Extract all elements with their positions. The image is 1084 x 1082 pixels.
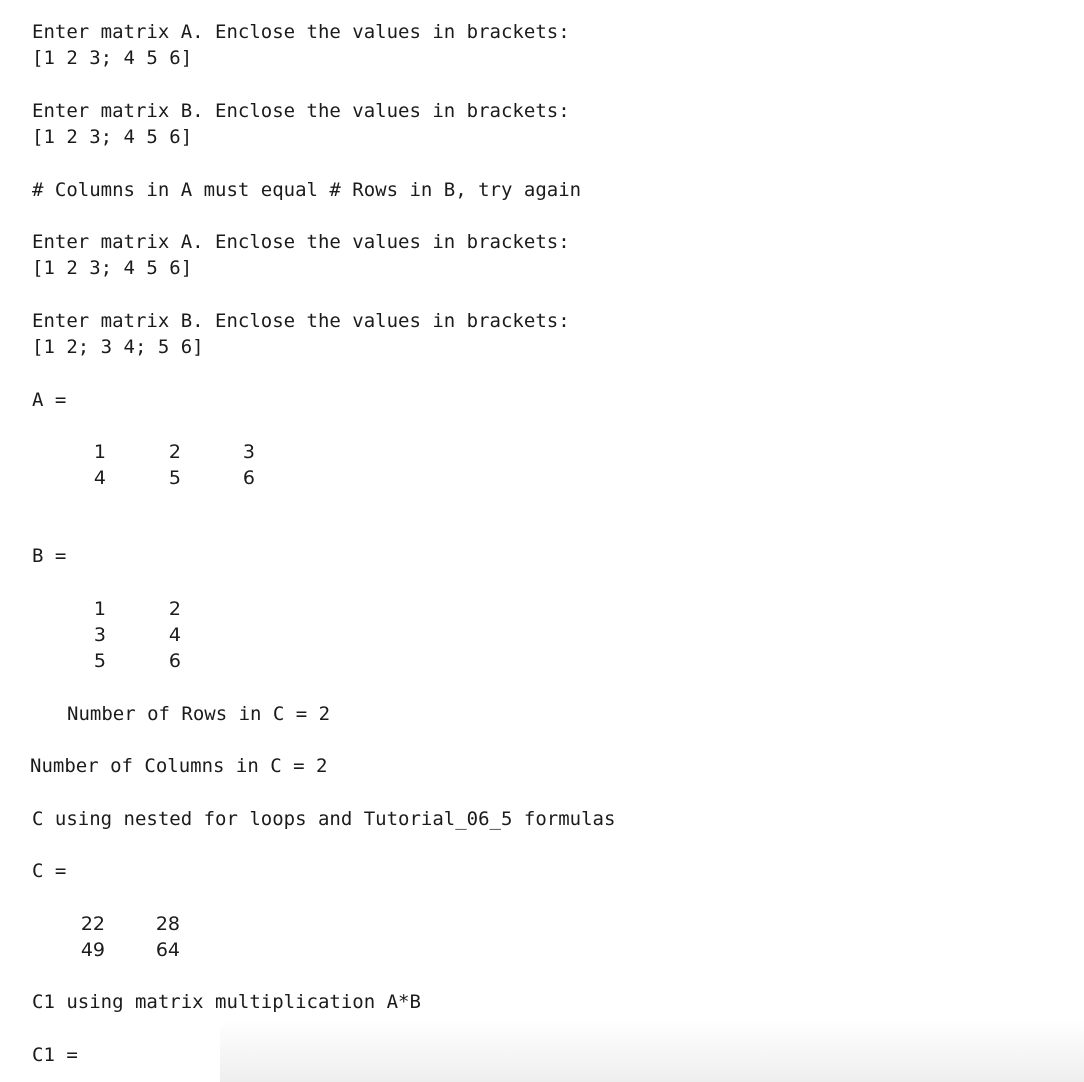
matrix-cell: 28 bbox=[155, 913, 180, 935]
matrix-b-label: B = bbox=[32, 545, 67, 567]
matrix-cell: 49 bbox=[80, 939, 105, 961]
matrix-cell: 1 bbox=[93, 598, 106, 620]
matrix-cell: 6 bbox=[168, 650, 181, 672]
matrix-cell: 2 bbox=[168, 598, 181, 620]
matrix-cell: 22 bbox=[80, 913, 105, 935]
matrix-cell: 4 bbox=[93, 467, 106, 489]
prompt-matrix-a: Enter matrix A. Enclose the values in brackets: bbox=[32, 21, 570, 43]
prompt-matrix-a: Enter matrix A. Enclose the values in brackets: bbox=[32, 231, 570, 253]
matrix-cell: 3 bbox=[93, 624, 106, 646]
matrix-cell: 1 bbox=[93, 441, 106, 463]
matrix-cell: 4 bbox=[168, 624, 181, 646]
input-matrix-a: [1 2 3; 4 5 6] bbox=[32, 257, 193, 279]
input-matrix-b: [1 2 3; 4 5 6] bbox=[32, 126, 193, 148]
matrix-cell: 3 bbox=[242, 441, 255, 463]
rows-in-c-message: Number of Rows in C = 2 bbox=[67, 703, 331, 725]
matrix-cell: 64 bbox=[155, 939, 180, 961]
matrix-c-label: C = bbox=[32, 860, 67, 882]
dimension-error-message: # Columns in A must equal # Rows in B, try again bbox=[32, 179, 582, 201]
matrix-cell: 2 bbox=[168, 441, 181, 463]
matrix-c1-label: C1 = bbox=[32, 1044, 78, 1066]
input-matrix-a: [1 2 3; 4 5 6] bbox=[32, 47, 193, 69]
prompt-matrix-b: Enter matrix B. Enclose the values in brackets: bbox=[32, 310, 570, 332]
bottom-edge-shadow bbox=[220, 1020, 1084, 1082]
matrix-cell: 5 bbox=[168, 467, 181, 489]
matrix-cell: 5 bbox=[93, 650, 106, 672]
matrix-a-label: A = bbox=[32, 389, 67, 411]
c1-method-message: C1 using matrix multiplication A*B bbox=[32, 991, 421, 1013]
columns-in-c-message: Number of Columns in C = 2 bbox=[30, 755, 328, 777]
prompt-matrix-b: Enter matrix B. Enclose the values in brackets: bbox=[32, 100, 570, 122]
matrix-cell: 6 bbox=[242, 467, 255, 489]
input-matrix-b: [1 2; 3 4; 5 6] bbox=[32, 336, 204, 358]
c-method-message: C using nested for loops and Tutorial_06_5 formulas bbox=[32, 808, 616, 830]
